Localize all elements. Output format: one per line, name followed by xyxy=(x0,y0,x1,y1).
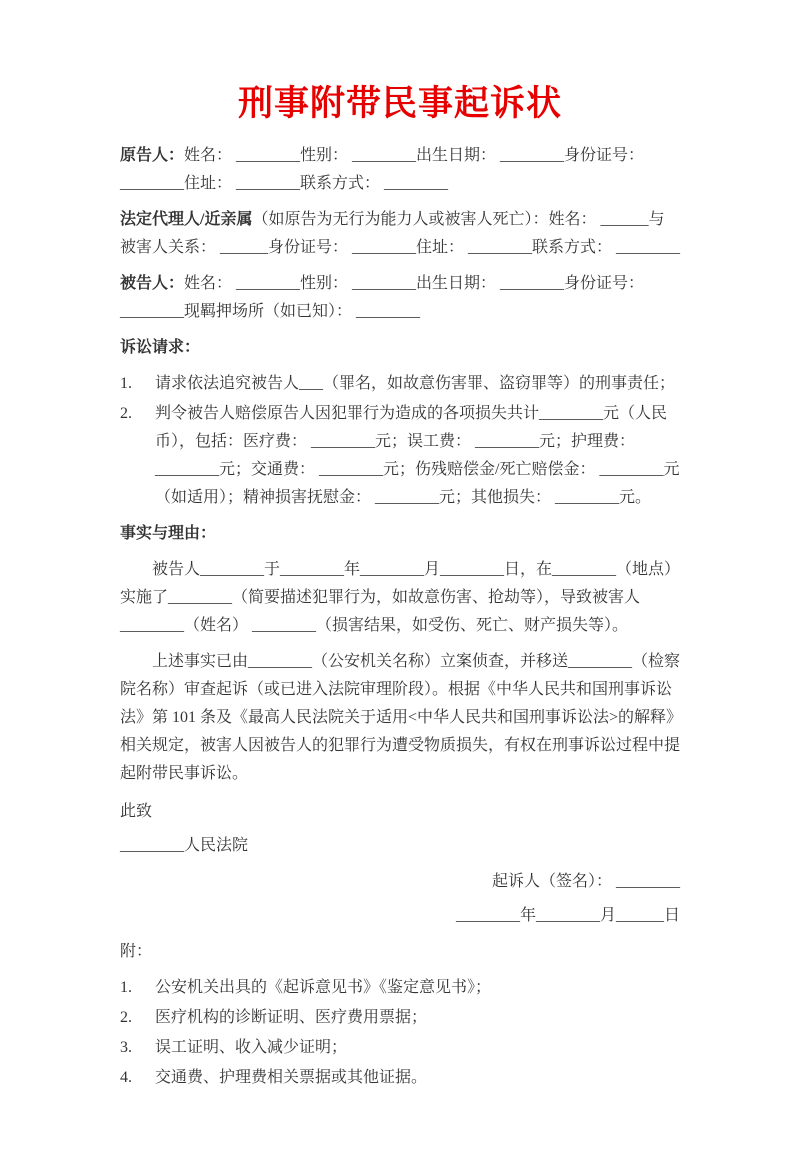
document-title: 刑事附带民事起诉状 xyxy=(237,84,562,123)
claims-list xyxy=(120,370,680,512)
attachment-item-4 xyxy=(120,1064,680,1092)
attachment-item-2 xyxy=(120,1004,680,1032)
facts-paragraph-2: 上述事实已由________（公安机关名称）立案侦查，并移送________（检察院名称）审查起诉（或已进入法院审理阶段）。根据《中华人民共和国刑事诉讼法》第 101 条及《最高人民法院关于适用<中华人民共和国刑事诉讼法>的解释》相关规定，被害人因被告人的犯罪行为遭受物质损失，有权在刑事诉讼过程中提起附带民事诉讼。 xyxy=(120,653,681,782)
legal-rep-paragraph xyxy=(120,206,680,262)
attachments-list xyxy=(120,974,680,1092)
attachment-item-3-number: 3. xyxy=(120,1039,132,1056)
attachment-item-4-text: 交通费、护理费相关票据或其他证据。 xyxy=(155,1069,428,1086)
claim-item-1 xyxy=(120,370,680,398)
claims-heading: 诉讼请求： xyxy=(120,339,201,356)
legal-rep-details: （如原告为无行为能力人或被害人死亡）：姓名： ______与被害人关系： ______身份证号： ________住址： ________联系方式： ________ xyxy=(120,211,681,256)
attachment-item-3 xyxy=(120,1034,680,1062)
closing-court-line: ________人民法院 xyxy=(120,837,249,854)
defendant-label: 被告人： xyxy=(120,275,185,292)
claim-item-1-text: 请求依法追究被告人___（罪名，如故意伤害罪、盗窃罪等）的刑事责任； xyxy=(155,375,676,392)
attachment-item-2-number: 2. xyxy=(120,1009,132,1026)
signature-date-line: ________年________月______日 xyxy=(455,907,680,924)
attachments-heading: 附： xyxy=(120,943,153,960)
attachment-item-1-number: 1. xyxy=(120,979,132,996)
defendant-paragraph xyxy=(120,270,680,326)
claim-item-2-text: 判令被告人赔偿原告人因犯罪行为造成的各项损失共计________元（人民币），包括：医疗费： ________元；误工费： ________元；护理费： ________元；交通费： ________元；伤残赔偿金/死亡赔偿金： ________元（如适用）；精神损害抚慰金： ________元；其他损失： ________元。 xyxy=(155,405,680,506)
legal-rep-label: 法定代理人/近亲属 xyxy=(120,211,253,228)
attachment-item-4-number: 4. xyxy=(120,1069,132,1086)
defendant-details: 姓名： ________性别： ________出生日期： ________身份证号： ________现羁押场所（如已知）： ________ xyxy=(120,275,645,320)
plaintiff-label: 原告人： xyxy=(120,147,185,164)
plaintiff-details: 姓名： ________性别： ________出生日期： ________身份证号： ________住址： ________联系方式： ________ xyxy=(120,147,645,192)
signature-signer-line: 起诉人（签名）： ________ xyxy=(491,873,680,890)
attachment-item-1 xyxy=(120,974,680,1002)
claim-item-2-number: 2. xyxy=(120,405,132,422)
attachment-item-1-text: 公安机关出具的《起诉意见书》《鉴定意见书》； xyxy=(155,979,492,996)
facts-paragraph-1: 被告人________于________年________月________日，在________（地点）实施了________（简要描述犯罪行为，如故意伤害、抢劫等），导致被害人________（姓名） ________（损害结果，如受伤、死亡、财产损失等）。 xyxy=(120,561,681,634)
closing-respectfully: 此致 xyxy=(120,803,153,820)
attachment-item-2-text: 医疗机构的诊断证明、医疗费用票据； xyxy=(155,1009,428,1026)
plaintiff-paragraph xyxy=(120,142,680,198)
facts-heading: 事实与理由： xyxy=(120,525,217,542)
claim-item-1-number: 1. xyxy=(120,375,132,392)
claim-item-2 xyxy=(120,400,680,512)
signature-block xyxy=(120,868,680,930)
attachment-item-3-text: 误工证明、收入减少证明； xyxy=(155,1039,348,1056)
